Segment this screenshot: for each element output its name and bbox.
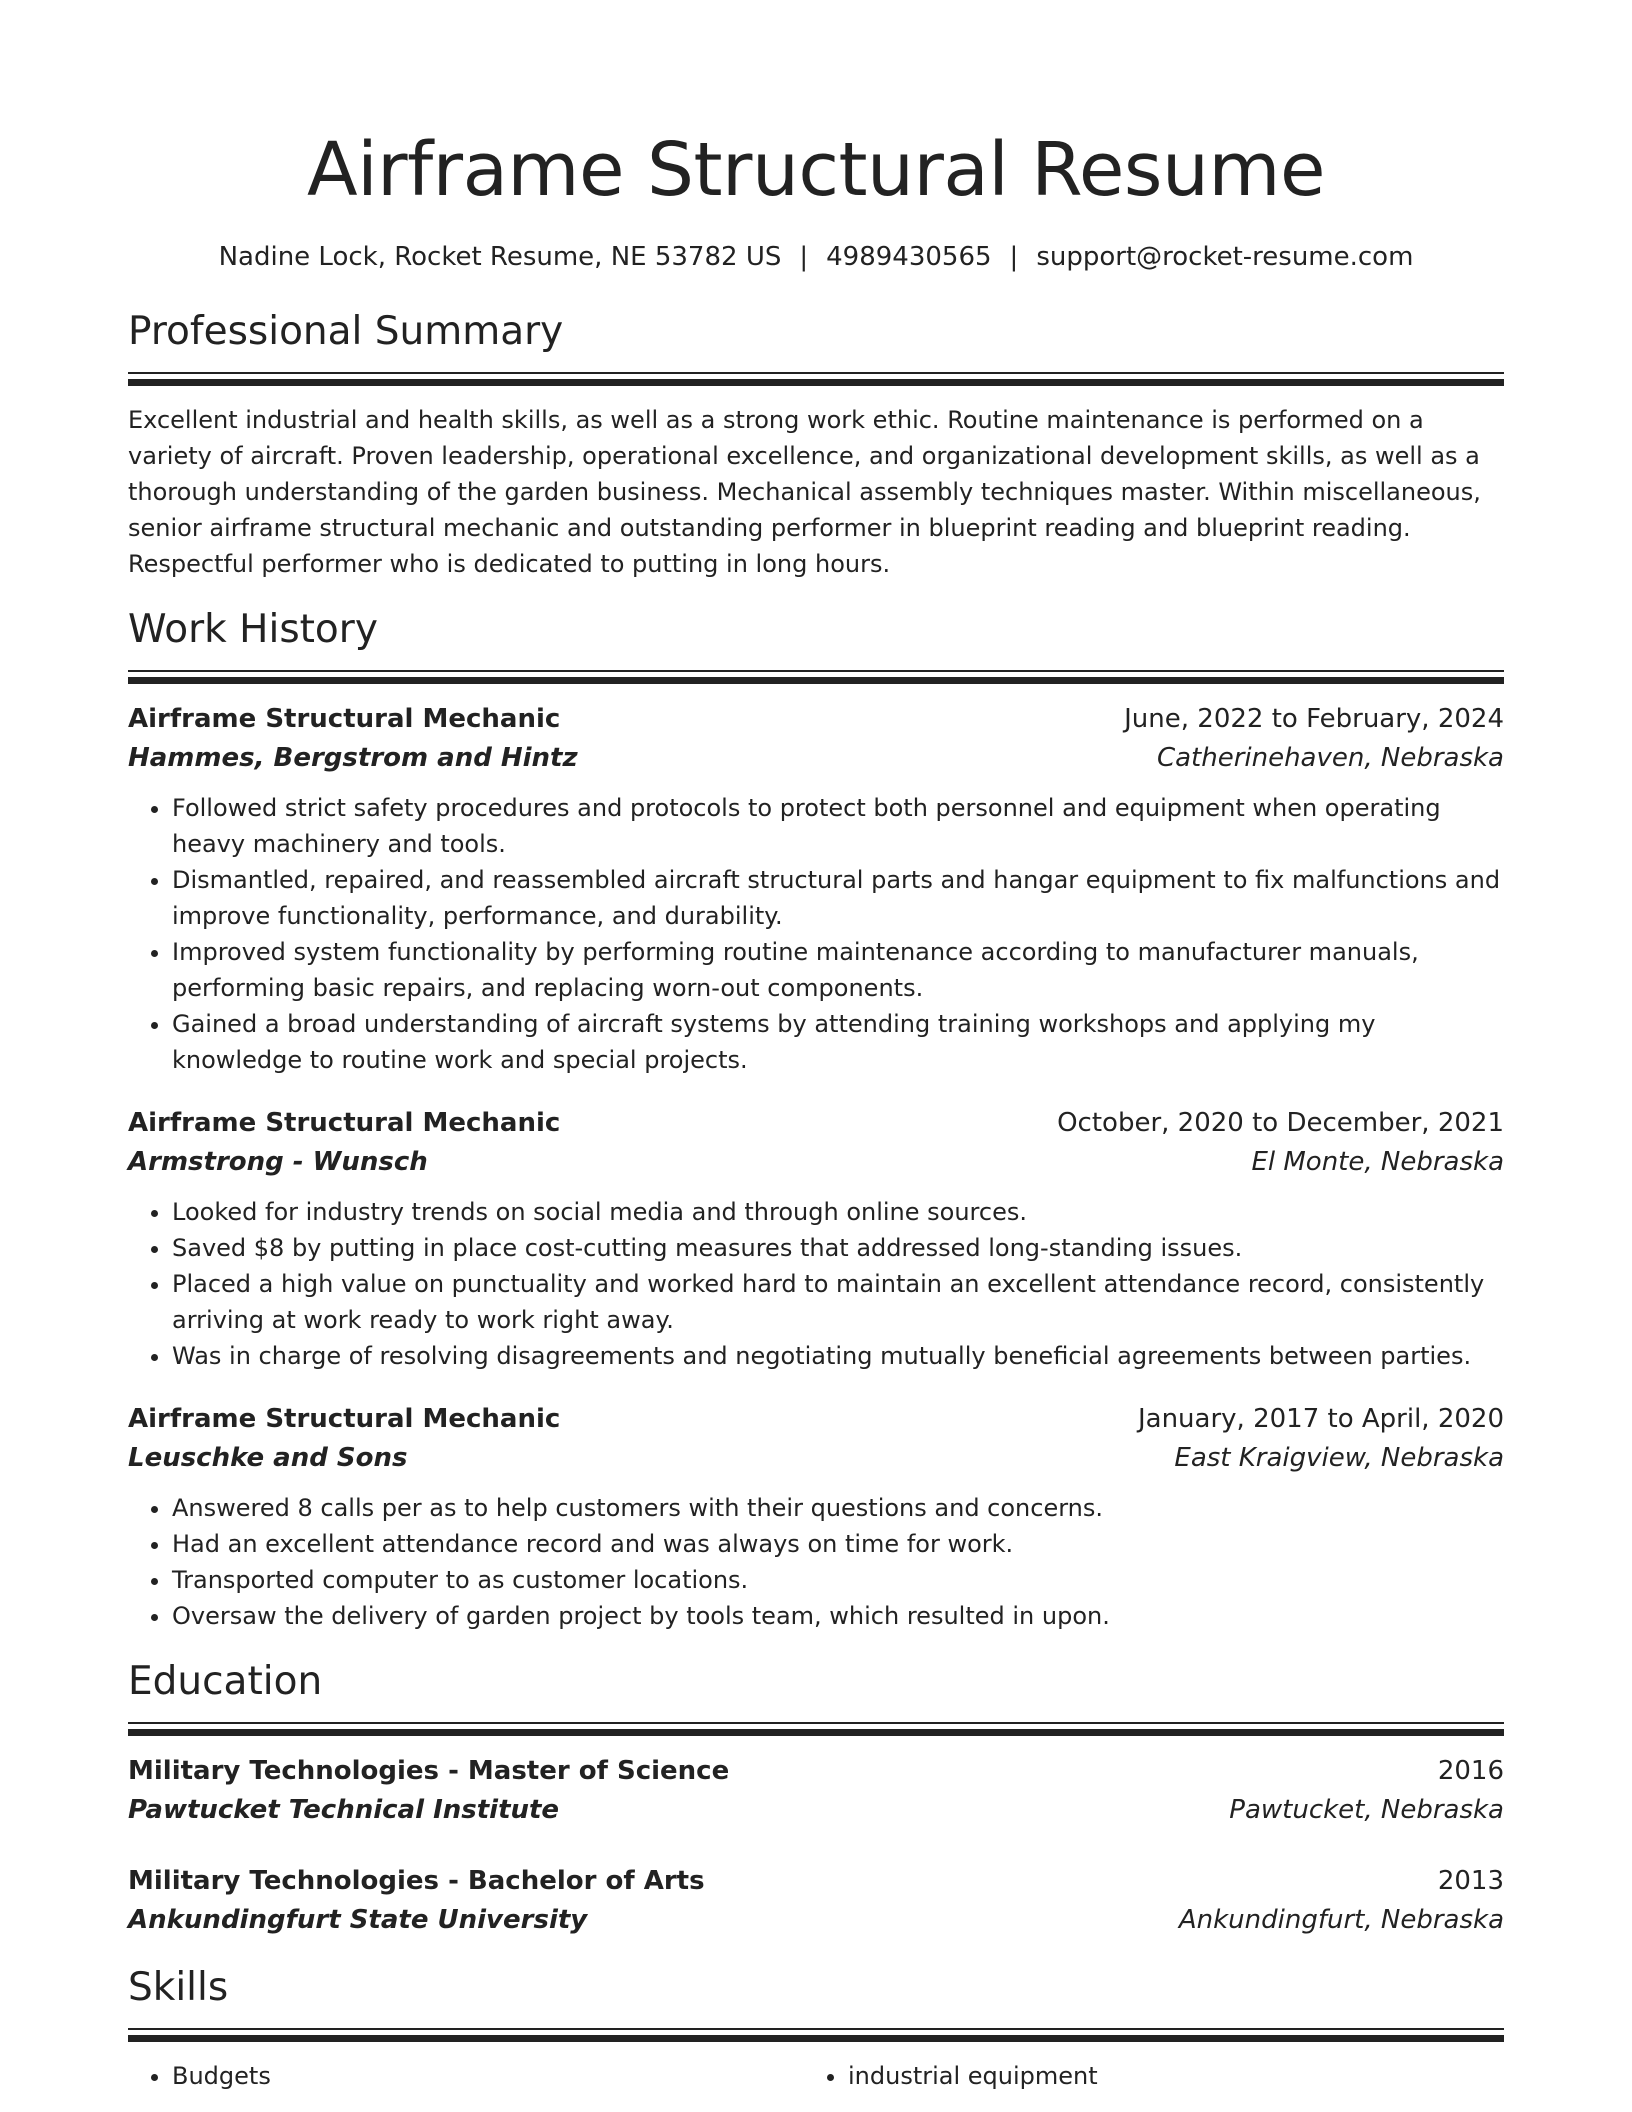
job-bullets — [128, 1490, 1504, 1634]
section-heading-summary: Professional Summary — [128, 309, 564, 354]
job-bullet: • Oversaw the delivery of garden project by tools team, which resulted in upon. — [172, 1598, 1504, 1634]
job-location: East Kraigview, Nebraska — [1174, 1443, 1504, 1473]
job-location: El Monte, Nebraska — [1251, 1147, 1504, 1177]
job-company: Armstrong - Wunsch — [128, 1147, 428, 1177]
skills-section — [128, 1962, 1504, 2094]
job-location: Catherinehaven, Nebraska — [1156, 743, 1504, 773]
job-bullet: • Improved system functionality by performing routine maintenance according to manufacturer manuals, performing basic repairs, and replacing worn-out components. — [172, 934, 1504, 1006]
education-degree: Military Technologies - Master of Science — [128, 1756, 730, 1786]
job-dates: October, 2020 to December, 2021 — [1057, 1108, 1504, 1138]
education-entry — [128, 1862, 1504, 1940]
education-school: Pawtucket Technical Institute — [128, 1795, 560, 1825]
job-bullet: • Followed strict safety procedures and protocols to protect both personnel and equipment when operating heavy machinery and tools. — [172, 790, 1504, 862]
education-year: 2016 — [1437, 1756, 1504, 1786]
job-dates: June, 2022 to February, 2024 — [1124, 704, 1504, 734]
summary-section — [128, 306, 1504, 582]
resume-title: Airframe Structural Resume — [306, 127, 1325, 213]
job-bullet: • Was in charge of resolving disagreements and negotiating mutually beneficial agreements between parties. — [172, 1338, 1504, 1374]
job-entry — [128, 700, 1504, 1078]
job-bullet: • Had an excellent attendance record and was always on time for work. — [172, 1526, 1504, 1562]
job-bullet: • Transported computer to as customer locations. — [172, 1562, 1504, 1598]
contact-address: Nadine Lock, Rocket Resume, NE 53782 US — [218, 242, 782, 272]
job-company: Leuschke and Sons — [128, 1443, 408, 1473]
job-bullet: • Looked for industry trends on social media and through online sources. — [172, 1194, 1504, 1230]
education-location: Pawtucket, Nebraska — [1229, 1795, 1504, 1825]
summary-text: Excellent industrial and health skills, as well as a strong work ethic. Routine maintenance is performed on a variety of aircraft. Proven leadership, operational excellence, and organizational development skills, as well as a thorough understanding of the garden business. Mechanical assembly techniques master. Within miscellaneous, senior airframe structural mechanic and outstanding performer in blueprint reading and blueprint reading. Respectful performer who is dedicated to putting in long hours. — [128, 406, 1481, 578]
skills-column-left — [128, 2058, 804, 2094]
education-year: 2013 — [1437, 1866, 1504, 1896]
section-heading-work-history: Work History — [128, 607, 378, 652]
job-bullets — [128, 790, 1504, 1078]
job-bullet: • Saved $8 by putting in place cost-cutting measures that addressed long-standing issues. — [172, 1230, 1504, 1266]
contact-separator: | — [799, 242, 809, 272]
section-divider — [128, 372, 1504, 386]
job-dates: January, 2017 to April, 2020 — [1137, 1404, 1504, 1434]
skill-item: • Budgets — [172, 2058, 804, 2094]
skills-list — [128, 2058, 1504, 2094]
job-bullet: • Placed a high value on punctuality and worked hard to maintain an excellent attendance record, consistently arriving at work ready to work right away. — [172, 1266, 1504, 1338]
education-section — [128, 1656, 1504, 1940]
education-entry — [128, 1752, 1504, 1830]
job-company: Hammes, Bergstrom and Hintz — [128, 743, 578, 773]
contact-separator: | — [1009, 242, 1019, 272]
job-title: Airframe Structural Mechanic — [128, 1404, 561, 1434]
contact-email: support@rocket-resume.com — [1036, 242, 1414, 272]
section-heading-education: Education — [128, 1659, 323, 1704]
job-bullet: • Answered 8 calls per as to help customers with their questions and concerns. — [172, 1490, 1504, 1526]
job-entry — [128, 1104, 1504, 1374]
contact-phone: 4989430565 — [826, 242, 992, 272]
education-location: Ankundingfurt, Nebraska — [1178, 1905, 1504, 1935]
section-divider — [128, 1722, 1504, 1736]
job-bullet: • Dismantled, repaired, and reassembled aircraft structural parts and hangar equipment to fix malfunctions and improve functionality, performance, and durability. — [172, 862, 1504, 934]
work-history-section — [128, 604, 1504, 1634]
section-heading-skills: Skills — [128, 1965, 229, 2010]
job-title: Airframe Structural Mechanic — [128, 1108, 561, 1138]
section-divider — [128, 670, 1504, 684]
skills-column-right — [804, 2058, 1480, 2094]
contact-line — [128, 240, 1504, 274]
skill-item: • industrial equipment — [848, 2058, 1480, 2094]
section-divider — [128, 2028, 1504, 2042]
resume-page — [128, 0, 1504, 2094]
job-entry — [128, 1400, 1504, 1634]
education-school: Ankundingfurt State University — [128, 1905, 588, 1935]
job-bullet: • Gained a broad understanding of aircraft systems by attending training workshops and applying my knowledge to routine work and special projects. — [172, 1006, 1504, 1078]
job-bullets — [128, 1194, 1504, 1374]
education-degree: Military Technologies - Bachelor of Arts — [128, 1866, 705, 1896]
job-title: Airframe Structural Mechanic — [128, 704, 561, 734]
